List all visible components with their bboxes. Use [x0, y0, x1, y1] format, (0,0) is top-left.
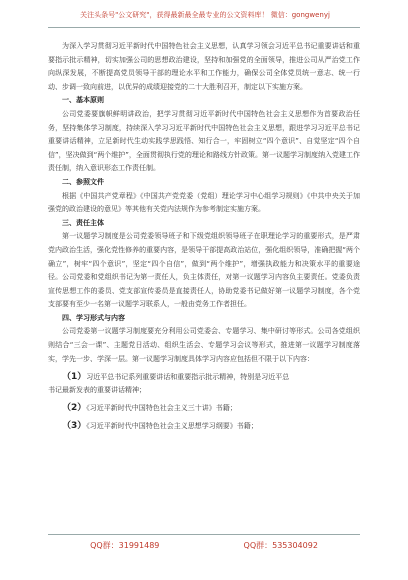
list-item-continuation: 书记最新发表的重要讲话精神； [48, 386, 146, 395]
list-item [48, 420, 360, 433]
section-heading-format: 四、学习形式与内容 [62, 313, 125, 322]
section-heading-responsibility: 三、责任主体 [62, 218, 104, 227]
header-banner: 关注头条号"公文研究"，获得最新最全最专业的公文资料库！ 微信：gongwenyj [80, 11, 330, 19]
footer-rule [48, 534, 360, 535]
list-item-text: 《习近平新时代中国特色社会主义三十讲》书籍； [86, 404, 237, 413]
list-item [48, 371, 360, 384]
list-item-number: （1） [62, 372, 87, 383]
list-item-number: （2） [62, 403, 87, 414]
footer-qq-group-1: QQ群：31991489 [90, 541, 160, 550]
list-item-text: 习近平总书记系列重要讲话和重要指示批示精神，特别是习近平总 [86, 373, 290, 382]
list-item [48, 402, 360, 415]
section-paragraph-responsibility: 第一议题学习制度是公司党委领导班子和下级党组织领导班子在职理论学习的重要形式，是严肃党内政治生活，强化党性修养的重要内容，是领导干部提高政治站位，强化组织领导，准确把握“两个确立”，树牢“四个意识”，坚定“四个自信”，做到“两个维护”，增强执政能力和决策水平的重要途径。公司党委和党组织书记为第一责任人，负主体责任，对第一议题学习内容负主要责任。党委负责宣传思想工作的委员、党支部宣传委员是直接责任人，协助党委书记做好第一议题学习制度，各个党支部要有至少一名第一议题学习联系人，一般由党务工作者担任。 [48, 232, 360, 309]
section-heading-references: 二、参照文件 [62, 177, 104, 186]
document-body [48, 40, 360, 433]
section-paragraph-references: 根据《中国共产党章程》《中国共产党党委（党组）理论学习中心组学习规则》《中共中央关于加强党的政治建设的意见》等其他有关党内法规作为参考制定实施方案。 [48, 191, 360, 214]
section-paragraph-principles: 公司党委要旗帜鲜明讲政治，把学习贯彻习近平新时代中国特色社会主义思想作为首要政治任务，坚持集体学习制度，持续深入学习习近平新时代中国特色社会主义思想，跟进学习习近平总书记重要讲话精神，立足新时代生动实践学思践悟、知行合一，牢固树立“四个意识”、自觉坚定“四个自信”，坚决做到“两个维护”，全面贯彻执行党的理论和路线方针政策。第一议题学习制度纳入党建工作责任制，纳入意识形态工作责任制。 [48, 109, 360, 173]
section-paragraph-format: 公司党委第一议题学习制度要充分利用公司党委会、专题学习、集中研讨等形式。公司各党组织则结合“三会一课”、主题党日活动、组织生活会、专题学习会议等形式，推进第一议题学习制度落实，学先一步、学深一层。第一议题学习制度具体学习内容应包括但不限于以下内容： [48, 327, 360, 363]
intro-paragraph: 为深入学习贯彻习近平新时代中国特色社会主义思想，认真学习领会习近平总书记重要讲话和重要指示批示精神，切实加强公司的思想政治建设，坚持和加强党的全面领导，推进公司从严治党工作向纵深发展，不断提高党员领导干部的理论水平和工作能力，确保公司全体党员统一意志、统一行动、步调一致向前进，以优异的成绩迎接党的二十大胜利召开，制定以下实施方案。 [48, 42, 360, 91]
list-item-number: （3） [62, 421, 87, 432]
list-item-text: 《习近平新时代中国特色社会主义思想学习纲要》书籍； [86, 422, 258, 431]
footer [48, 540, 360, 551]
section-heading-principles: 一、基本原则 [62, 96, 104, 105]
footer-qq-group-2: QQ群：535304092 [243, 541, 318, 550]
header-rule [48, 27, 360, 28]
